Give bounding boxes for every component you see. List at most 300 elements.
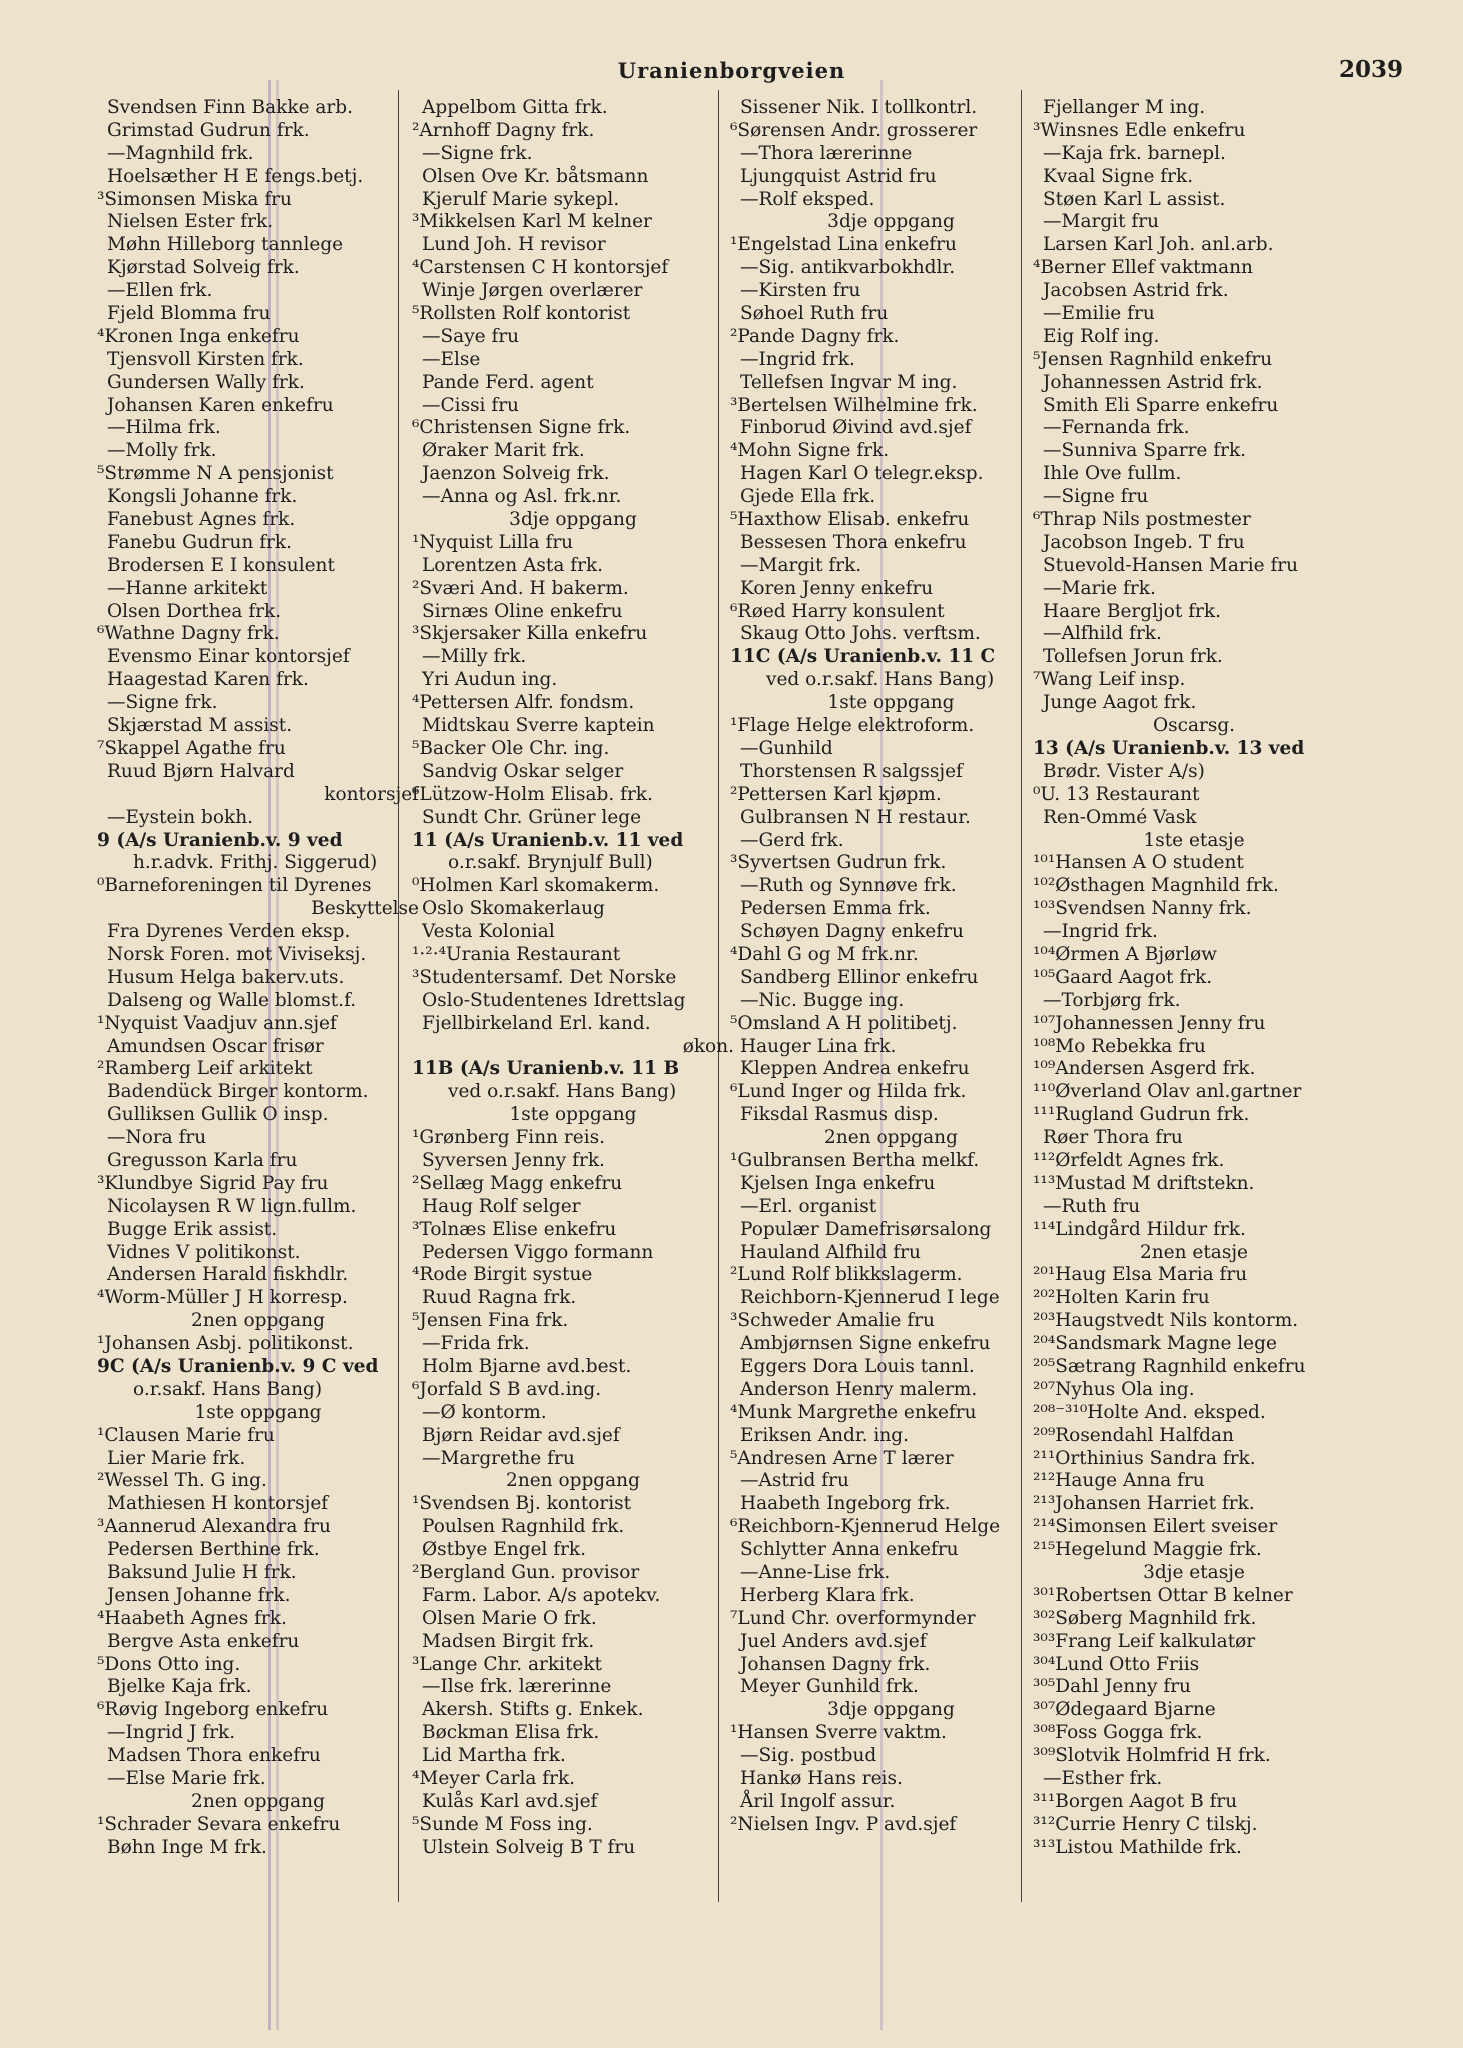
directory-entry: ³⁰⁷Ødegaard Bjarne — [1033, 1699, 1216, 1721]
column-2 — [412, 97, 734, 1860]
directory-entry: ⁶Wathne Dagny frk. — [97, 623, 280, 645]
directory-entry: ²Pettersen Karl kjøpm. — [730, 783, 942, 805]
directory-entry: —Magnhild frk. — [107, 142, 254, 164]
directory-entry: Haare Bergljot frk. — [1043, 600, 1221, 622]
directory-entry: ¹¹¹Rugland Gudrun frk. — [1033, 1104, 1250, 1126]
directory-entry: Mathiesen H kontorsjef — [107, 1493, 329, 1515]
directory-entry: ²¹⁵Hegelund Maggie frk. — [1033, 1539, 1262, 1561]
directory-entry: ⁵Backer Ole Chr. ing. — [412, 737, 610, 759]
directory-entry: ¹⁰¹Hansen A O student — [1033, 852, 1244, 874]
directory-entry: ¹¹³Mustad M driftstekn. — [1033, 1172, 1255, 1194]
directory-entry: 1ste oppgang — [509, 1104, 637, 1126]
directory-entry: ¹Nyquist Vaadjuv ann.sjef — [97, 1012, 337, 1034]
directory-entry: ³⁰⁵Dahl Jenny fru — [1033, 1676, 1191, 1698]
directory-entry: 3dje etasje — [1143, 1562, 1245, 1583]
directory-entry: ²Lund Rolf blikkslagerm. — [730, 1264, 963, 1286]
directory-entry: —Else Marie frk. — [107, 1768, 266, 1790]
directory-entry: Johansen Dagny frk. — [740, 1653, 931, 1675]
column-4 — [1033, 97, 1355, 1860]
directory-entry: Poulsen Ragnhild frk. — [422, 1516, 625, 1538]
directory-entry: Åril Ingolf assur. — [740, 1790, 896, 1812]
directory-entry: ³Klundbye Sigrid Pay fru — [97, 1172, 329, 1194]
directory-entry: Gundersen Wally frk. — [107, 371, 305, 393]
directory-entry: —Rolf eksped. — [740, 188, 875, 210]
directory-entry: Tjensvoll Kirsten frk. — [107, 348, 304, 370]
directory-entry: ²¹⁴Simonsen Eilert sveiser — [1033, 1516, 1278, 1538]
directory-entry: Winje Jørgen overlærer — [422, 280, 643, 302]
directory-entry: ³⁰¹Robertsen Ottar B kelner — [1033, 1584, 1293, 1606]
directory-entry: —Signe fru — [1043, 486, 1149, 508]
directory-entry: Sundt Chr. Grüner lege — [422, 806, 642, 828]
directory-entry: —Nora fru — [107, 1127, 207, 1149]
directory-entry: —Hanne arkitekt — [107, 577, 268, 599]
directory-entry: Hankø Hans reis. — [740, 1768, 903, 1790]
directory-entry: Ambjørnsen Signe enkefru — [740, 1333, 991, 1355]
directory-entry: ³¹³Listou Mathilde frk. — [1033, 1836, 1242, 1858]
directory-entry: Amundsen Oscar frisør — [107, 1035, 324, 1057]
directory-entry: Skaug Otto Johs. verftsm. — [740, 623, 981, 645]
directory-entry: —Astrid fru — [740, 1470, 849, 1492]
directory-entry: Tollefsen Jorun frk. — [1043, 646, 1223, 668]
directory-entry: Yri Audun ing. — [422, 669, 558, 691]
directory-entry: ⁴Mohn Signe frk. — [730, 440, 890, 462]
directory-entry: ³Schweder Amalie fru — [730, 1310, 935, 1332]
directory-entry: ³Skjersaker Killa enkefru — [412, 623, 648, 645]
column-3 — [730, 97, 1052, 1837]
directory-entry: Vesta Kolonial — [422, 921, 555, 943]
directory-entry: ³Studentersamf. Det Norske — [412, 966, 677, 988]
directory-entry: ²⁰¹Haug Elsa Maria fru — [1033, 1264, 1248, 1286]
directory-entry: Skjærstad M assist. — [107, 715, 293, 737]
directory-entry: Svendsen Finn Bakke arb. — [107, 97, 354, 118]
directory-entry: Beskyttelse — [311, 898, 419, 920]
directory-entry: —Sig. antikvarbokhdlr. — [740, 257, 956, 279]
directory-entry: —Anne-Lise frk. — [740, 1562, 891, 1583]
directory-entry: ⁵Sunde M Foss ing. — [412, 1813, 593, 1835]
directory-entry: 1ste oppgang — [827, 692, 955, 714]
directory-entry: Støen Karl L assist. — [1043, 188, 1226, 210]
directory-entry: —Margit fru — [1043, 211, 1159, 233]
directory-entry: Røer Thora fru — [1043, 1127, 1183, 1149]
directory-entry: Stuevold-Hansen Marie fru — [1043, 554, 1299, 576]
directory-entry: ²¹¹Orthinius Sandra frk. — [1033, 1447, 1256, 1469]
directory-entry: ⁵Haxthow Elisab. enkefru — [730, 509, 970, 531]
directory-entry: —Cissi fru — [422, 394, 519, 416]
directory-entry: —Kaja frk. barnepl. — [1043, 142, 1226, 164]
directory-entry: —Margit frk. — [740, 554, 862, 576]
directory-entry: ³⁰⁴Lund Otto Friis — [1033, 1653, 1200, 1675]
directory-entry: Brødr. Vister A/s) — [1043, 760, 1205, 782]
directory-entry: ⁶Thrap Nils postmester — [1033, 509, 1251, 531]
directory-entry: ²Wessel Th. G ing. — [97, 1470, 267, 1492]
directory-entry: ⁴Kronen Inga enkefru — [97, 325, 300, 347]
directory-entry: ³¹²Currie Henry C tilskj. — [1033, 1813, 1258, 1835]
directory-entry: o.r.sakf. Hans Bang) — [133, 1378, 323, 1400]
directory-entry: —Torbjørg frk. — [1043, 989, 1181, 1011]
directory-entry: Eig Rolf ing. — [1043, 325, 1160, 347]
directory-entry: Østbye Engel frk. — [422, 1539, 587, 1561]
directory-entry: ⁵Strømme N A pensjonist — [97, 463, 334, 485]
directory-entry: Olsen Dorthea frk. — [107, 600, 282, 622]
directory-entry: ²⁰⁸⁻³¹⁰Holte And. eksped. — [1033, 1401, 1266, 1423]
directory-entry: ³Aannerud Alexandra fru — [97, 1516, 331, 1538]
directory-entry: Fjeld Blomma fru — [107, 303, 271, 325]
directory-entry: ¹Johansen Asbj. politikonst. — [97, 1333, 354, 1355]
directory-entry: —Else — [422, 348, 481, 370]
page-number: 2039 — [1338, 56, 1403, 83]
directory-entry: ¹⁰⁹Andersen Asgerd frk. — [1033, 1058, 1256, 1080]
directory-entry: ²Nielsen Ingv. P avd.sjef — [730, 1813, 957, 1835]
directory-entry: ⁵Jensen Fina frk. — [412, 1310, 569, 1332]
directory-entry: ³⁰⁸Foss Gogga frk. — [1033, 1722, 1203, 1744]
directory-entry: ⁵Rollsten Rolf kontorist — [412, 303, 631, 325]
directory-entry: ⁴Munk Margrethe enkefru — [730, 1401, 977, 1423]
directory-entry: —Ellen frk. — [107, 280, 213, 302]
directory-entry: ²⁰⁴Sandsmark Magne lege — [1033, 1333, 1277, 1355]
directory-entry: 2nen oppgang — [506, 1470, 640, 1492]
directory-entry: —Margrethe fru — [422, 1447, 575, 1469]
directory-entry: Fiksdal Rasmus disp. — [740, 1104, 939, 1126]
directory-entry: Pedersen Viggo formann — [422, 1241, 654, 1263]
directory-entry: Hagen Karl O telegr.eksp. — [740, 463, 984, 485]
directory-entry: ⁰Barneforeningen til Dyrenes — [97, 875, 372, 897]
directory-entry: Kleppen Andrea enkefru — [740, 1058, 970, 1080]
directory-entry: ⁷Lund Chr. overformynder — [730, 1607, 976, 1629]
directory-entry: Kongsli Johanne frk. — [107, 486, 298, 508]
directory-entry: 11B (A/s Uranienb.v. 11 B — [412, 1058, 680, 1080]
directory-entry: —Esther frk. — [1043, 1768, 1163, 1790]
directory-entry: Appelbom Gitta frk. — [422, 97, 608, 118]
column-1 — [97, 97, 419, 1860]
directory-entry: —Emilie fru — [1043, 303, 1155, 325]
directory-entry: Nielsen Ester frk. — [107, 211, 274, 233]
directory-entry: —Fernanda frk. — [1043, 417, 1190, 439]
directory-entry: ¹⁰²Østhagen Magnhild frk. — [1033, 875, 1279, 897]
directory-entry: 2nen oppgang — [824, 1127, 958, 1149]
directory-entry: Norsk Foren. mot Viviseksj. — [107, 943, 367, 965]
directory-entry: Lorentzen Asta frk. — [422, 554, 604, 576]
directory-entry: Møhn Hilleborg tannlege — [107, 234, 344, 256]
directory-entry: —Ingrid J frk. — [107, 1722, 236, 1744]
directory-entry: ⁰U. 13 Restaurant — [1033, 783, 1200, 805]
directory-entry: Akersh. Stifts g. Enkek. — [422, 1699, 644, 1721]
directory-entry: —Eystein bokh. — [107, 806, 254, 828]
directory-entry: 1ste etasje — [1143, 829, 1245, 851]
directory-entry: ²⁰⁷Nyhus Ola ing. — [1033, 1378, 1195, 1400]
directory-entry: Jacobsen Astrid frk. — [1043, 280, 1229, 302]
directory-entry: Fra Dyrenes Verden eksp. — [107, 921, 351, 943]
directory-entry: Larsen Karl Joh. anl.arb. — [1043, 234, 1274, 256]
directory-entry: Bøckman Elisa frk. — [422, 1722, 600, 1744]
directory-entry: ¹Schrader Sevara enkefru — [97, 1813, 341, 1835]
directory-entry: Gulbransen N H restaur. — [740, 806, 971, 828]
directory-entry: ⁴Worm-Müller J H korresp. — [97, 1287, 348, 1309]
directory-entry: Gregusson Karla fru — [107, 1149, 298, 1171]
directory-entry: Dalseng og Walle blomst.f. — [107, 989, 357, 1011]
directory-entry: Ihle Ove fullm. — [1043, 463, 1182, 485]
directory-entry: ²Pande Dagny frk. — [730, 325, 900, 347]
directory-entry: Lier Marie frk. — [107, 1447, 246, 1469]
directory-entry: ⁴Rode Birgit systue — [412, 1264, 593, 1286]
directory-entry: Badendück Birger kontorm. — [107, 1081, 369, 1103]
directory-entry: Jaenzon Solveig frk. — [422, 463, 610, 485]
directory-entry: Schøyen Dagny enkefru — [740, 921, 964, 943]
directory-entry: ²Ramberg Leif arkitekt — [97, 1058, 313, 1080]
directory-entry: Haabeth Ingeborg frk. — [740, 1493, 951, 1515]
directory-entry: —Signe frk. — [107, 692, 218, 714]
directory-entry: Bugge Erik assist. — [107, 1218, 278, 1240]
directory-entry: Finborud Øivind avd.sjef — [740, 417, 972, 439]
directory-entry: ¹⁰⁴Ørmen A Bjørløw — [1033, 943, 1217, 965]
directory-entry: Bjørn Reidar avd.sjef — [422, 1424, 620, 1446]
directory-entry: Andersen Harald fiskhdlr. — [107, 1264, 349, 1286]
directory-entry: Grimstad Gudrun frk. — [107, 119, 310, 141]
directory-entry: ²Sværi And. H bakerm. — [412, 577, 629, 599]
directory-entry: Oscarsg. — [1152, 715, 1236, 737]
directory-entry: Kulås Karl avd.sjef — [422, 1790, 598, 1812]
directory-entry: Evensmo Einar kontorsjef — [107, 646, 350, 668]
directory-entry: ¹⁰⁵Gaard Aagot frk. — [1033, 966, 1213, 988]
directory-entry: Populær Damefrisørsalong — [740, 1218, 992, 1240]
directory-entry: ⁴Pettersen Alfr. fondsm. — [412, 692, 635, 714]
directory-entry: Ljungquist Astrid fru — [740, 165, 937, 187]
directory-entry: Johansen Karen enkefru — [107, 394, 334, 416]
directory-entry: Anderson Henry malerm. — [740, 1378, 978, 1400]
page-title: Uranienborgveien — [617, 58, 846, 83]
directory-entry: —Marie frk. — [1043, 577, 1156, 599]
directory-entry: —Anna og Asl. frk.nr. — [422, 486, 622, 508]
directory-entry: Olsen Ove Kr. båtsmann — [422, 165, 649, 187]
directory-entry: ⁴Berner Ellef vaktmann — [1033, 257, 1253, 279]
directory-entry: ⁵Jensen Ragnhild enkefru — [1033, 348, 1273, 370]
directory-entry: ⁶Røvig Ingeborg enkefru — [97, 1699, 329, 1721]
directory-entry: Bergve Asta enkefru — [107, 1630, 300, 1652]
directory-entry: ²Arnhoff Dagny frk. — [412, 119, 595, 141]
directory-entry: ¹⁰³Svendsen Nanny frk. — [1033, 898, 1252, 920]
directory-entry: Reichborn-Kjennerud I lege — [740, 1287, 1000, 1309]
directory-entry: ³Mikkelsen Karl M kelner — [412, 211, 652, 233]
directory-entry: h.r.advk. Frithj. Siggerud) — [133, 852, 378, 874]
directory-entry: ²⁰²Holten Karin fru — [1033, 1287, 1210, 1309]
directory-entry: 11 (A/s Uranienb.v. 11 ved — [412, 829, 684, 851]
directory-entry: ⁴Haabeth Agnes frk. — [97, 1607, 287, 1629]
directory-entry: Kjerulf Marie sykepl. — [422, 188, 620, 210]
directory-entry: ²⁰³Haugstvedt Nils kontorm. — [1033, 1310, 1299, 1332]
directory-entry: ¹Nyquist Lilla fru — [412, 531, 574, 553]
directory-entry: Øraker Marit frk. — [422, 440, 585, 462]
directory-entry: Hauland Alfhild fru — [740, 1241, 921, 1263]
directory-entry: ¹⁰⁷Johannessen Jenny fru — [1033, 1012, 1266, 1034]
directory-entry: ¹¹⁴Lindgård Hildur frk. — [1033, 1218, 1246, 1240]
directory-entry: —Ingrid frk. — [1043, 921, 1158, 943]
directory-entry: ⁵Dons Otto ing. — [97, 1653, 241, 1675]
directory-entry: —Thora lærerinne — [740, 142, 913, 164]
directory-entry: ²⁰⁹Rosendahl Halfdan — [1033, 1424, 1234, 1446]
directory-entry: Tellefsen Ingvar M ing. — [740, 371, 958, 393]
directory-entry: Haagestad Karen frk. — [107, 669, 309, 691]
directory-entry: Søhoel Ruth fru — [740, 303, 889, 325]
directory-entry: —Hilma frk. — [107, 417, 221, 439]
directory-entry: ³⁰⁹Slotvik Holmfrid H frk. — [1033, 1745, 1271, 1767]
directory-entry: —Ruth og Synnøve frk. — [740, 875, 957, 897]
directory-entry: ⁶Christensen Signe frk. — [412, 417, 631, 439]
directory-entry: Baksund Julie H frk. — [107, 1562, 297, 1583]
directory-entry: ⁶Sørensen Andr. grosserer — [730, 119, 978, 141]
directory-entry: Ruud Ragna frk. — [422, 1287, 577, 1309]
directory-entry: ¹Flage Helge elektroform. — [730, 715, 975, 737]
directory-entry: Midtskau Sverre kaptein — [422, 715, 655, 737]
directory-entry: ²¹³Johansen Harriet frk. — [1033, 1493, 1255, 1515]
directory-entry: Fanebu Gudrun frk. — [107, 531, 292, 553]
directory-entry: Thorstensen R salgssjef — [740, 760, 963, 782]
directory-entry: Eriksen Andr. ing. — [740, 1424, 909, 1446]
directory-entry: —Sunniva Sparre frk. — [1043, 440, 1247, 462]
directory-entry: —Ilse frk. lærerinne — [422, 1676, 612, 1698]
directory-entry: Pande Ferd. agent — [422, 371, 594, 393]
directory-entry: Sirnæs Oline enkefru — [422, 600, 623, 622]
directory-entry: —Kirsten fru — [740, 280, 861, 302]
directory-entry: Sandberg Ellinor enkefru — [740, 966, 979, 988]
directory-entry: —Milly frk. — [422, 646, 527, 668]
directory-entry: Jensen Johanne frk. — [107, 1584, 291, 1606]
directory-entry: ³Simonsen Miska fru — [97, 188, 292, 210]
directory-entry: Madsen Birgit frk. — [422, 1630, 595, 1652]
directory-entry: ⁶Lützow-Holm Elisab. frk. — [412, 783, 653, 805]
directory-entry: —Alfhild frk. — [1043, 623, 1162, 645]
directory-entry: ²Bergland Gun. provisor — [412, 1562, 640, 1583]
directory-entry: ³Bertelsen Wilhelmine frk. — [730, 394, 978, 416]
directory-entry: —Signe frk. — [422, 142, 533, 164]
directory-entry: ²⁰⁵Sætrang Ragnhild enkefru — [1033, 1355, 1306, 1377]
directory-entry: —Frida frk. — [422, 1333, 530, 1355]
directory-entry: 3dje oppgang — [827, 211, 955, 233]
directory-entry: Junge Aagot frk. — [1043, 692, 1197, 714]
directory-entry: ³⁰²Søberg Magnhild frk. — [1033, 1607, 1257, 1629]
directory-entry: 2nen oppgang — [191, 1310, 325, 1332]
directory-entry: Kjelsen Inga enkefru — [740, 1172, 936, 1194]
directory-entry: Sissener Nik. I tollkontrl. — [740, 97, 978, 118]
directory-entry: ¹Gulbransen Bertha melkf. — [730, 1149, 980, 1171]
directory-entry: Syversen Jenny frk. — [422, 1149, 605, 1171]
directory-entry: Ulstein Solveig B T fru — [422, 1836, 636, 1858]
directory-entry: ved o.r.sakf. Hans Bang) — [448, 1081, 677, 1103]
directory-entry: ⁶Røed Harry konsulent — [730, 600, 945, 622]
directory-entry: ⁴Carstensen C H kontorsjef — [412, 257, 669, 279]
directory-entry: Koren Jenny enkefru — [740, 577, 934, 599]
directory-entry: —Sig. postbud — [740, 1745, 877, 1767]
directory-entry: Bessesen Thora enkefru — [740, 531, 967, 553]
directory-entry: Madsen Thora enkefru — [107, 1745, 321, 1767]
directory-entry: Fjellanger M ing. — [1043, 97, 1206, 118]
directory-entry: Lid Martha frk. — [422, 1745, 566, 1767]
directory-entry: —Molly frk. — [107, 440, 217, 462]
directory-entry: ¹¹⁰Øverland Olav anl.gartner — [1033, 1081, 1302, 1103]
directory-entry: Olsen Marie O frk. — [422, 1607, 597, 1629]
directory-entry: Fanebust Agnes frk. — [107, 509, 296, 531]
directory-entry: økon. — [682, 1035, 734, 1057]
directory-entry: 3dje oppgang — [509, 509, 637, 531]
directory-entry: Hoelsæther H E fengs.betj. — [107, 165, 364, 187]
directory-entry: ⁰Holmen Karl skomakerm. — [412, 875, 660, 897]
directory-entry: Sandvig Oskar selger — [422, 760, 624, 782]
directory-entry: 2nen oppgang — [191, 1790, 325, 1812]
directory-entry: Kjørstad Solveig frk. — [107, 257, 300, 279]
directory-entry: Herberg Klara frk. — [740, 1584, 915, 1606]
directory-entry: ⁷Wang Leif insp. — [1033, 669, 1186, 691]
directory-entry: Gulliksen Gullik O insp. — [107, 1104, 329, 1126]
directory-entry: —Ingrid frk. — [740, 348, 855, 370]
directory-entry: 13 (A/s Uranienb.v. 13 ved — [1033, 737, 1305, 759]
directory-entry: ³Syvertsen Gudrun frk. — [730, 852, 947, 874]
directory-entry: ¹·²·⁴Urania Restaurant — [412, 943, 621, 965]
directory-entry: ¹Grønberg Finn reis. — [412, 1127, 605, 1149]
directory-entry: ⁴Dahl G og M frk.nr. — [730, 943, 919, 965]
directory-entry: kontorsjef — [324, 783, 419, 805]
directory-entry: Brodersen E I konsulent — [107, 554, 335, 576]
directory-entry: ved o.r.sakf. Hans Bang) — [766, 669, 995, 691]
directory-entry: ²¹²Hauge Anna fru — [1033, 1470, 1205, 1492]
directory-entry: Juel Anders avd.sjef — [740, 1630, 927, 1652]
directory-entry: Schlytter Anna enkefru — [740, 1539, 959, 1561]
directory-entry: Hauger Lina frk. — [740, 1035, 897, 1057]
directory-entry: Smith Eli Sparre enkefru — [1043, 394, 1279, 416]
directory-entry: Vidnes V politikonst. — [107, 1241, 301, 1263]
directory-entry: Oslo-Studentenes Idrettslag — [422, 989, 686, 1011]
directory-entry: Haug Rolf selger — [422, 1195, 581, 1217]
directory-entry: Jacobson Ingeb. T fru — [1043, 531, 1245, 553]
directory-entry: ³¹¹Borgen Aagot B fru — [1033, 1790, 1238, 1812]
directory-entry: Farm. Labor. A/s apotekv. — [422, 1584, 661, 1606]
directory-entry: ⁶Reichborn-Kjennerud Helge — [730, 1516, 1001, 1538]
directory-entry: —Ø kontorm. — [422, 1401, 547, 1423]
directory-entry: Nicolaysen R W lign.fullm. — [107, 1195, 357, 1217]
directory-entry: Johannessen Astrid frk. — [1043, 371, 1263, 393]
directory-entry: Ruud Bjørn Halvard — [107, 760, 295, 782]
directory-entry: Bjelke Kaja frk. — [107, 1676, 252, 1698]
directory-entry: Ren-Ommé Vask — [1043, 806, 1197, 828]
directory-entry: —Nic. Bugge ing. — [740, 989, 905, 1011]
directory-entry: —Gunhild — [740, 737, 833, 759]
directory-entry: Lund Joh. H revisor — [422, 234, 606, 256]
directory-entry: —Saye fru — [422, 325, 520, 347]
directory-entry: ³Lange Chr. arkitekt — [412, 1653, 602, 1675]
directory-entry: Pedersen Emma frk. — [740, 898, 931, 920]
directory-entry: ¹Hansen Sverre vaktm. — [730, 1722, 947, 1744]
directory-entry: ⁶Jorfald S B avd.ing. — [412, 1378, 602, 1400]
directory-entry: ³Tolnæs Elise enkefru — [412, 1218, 617, 1240]
directory-entry: Pedersen Berthine frk. — [107, 1539, 320, 1561]
directory-entry: Eggers Dora Louis tannl. — [740, 1355, 975, 1377]
directory-entry: ²Sellæg Magg enkefru — [412, 1172, 623, 1194]
directory-entry: o.r.sakf. Brynjulf Bull) — [448, 852, 653, 874]
directory-entry: —Gerd frk. — [740, 829, 844, 851]
directory-entry: Oslo Skomakerlaug — [422, 898, 605, 920]
directory-entry: ¹⁰⁸Mo Rebekka fru — [1033, 1035, 1206, 1057]
directory-entry: ⁵Andresen Arne T lærer — [730, 1447, 954, 1469]
directory-entry: Kvaal Signe frk. — [1043, 165, 1194, 187]
directory-entry: 3dje oppgang — [827, 1699, 955, 1721]
directory-entry: 9C (A/s Uranienb.v. 9 C ved — [97, 1355, 379, 1377]
directory-entry: —Erl. organist — [740, 1195, 877, 1217]
directory-entry: 11C (A/s Uranienb.v. 11 C — [730, 646, 996, 668]
directory-entry: ⁴Meyer Carla frk. — [412, 1768, 576, 1790]
directory-entry: Fjellbirkeland Erl. kand. — [422, 1012, 651, 1034]
directory-entry: Meyer Gunhild frk. — [740, 1676, 919, 1698]
directory-entry: 1ste oppgang — [194, 1401, 322, 1423]
directory-entry: ¹Clausen Marie fru — [97, 1424, 275, 1446]
directory-entry: ⁷Skappel Agathe fru — [97, 737, 286, 759]
directory-entry: ³⁰³Frang Leif kalkulatør — [1033, 1630, 1256, 1652]
